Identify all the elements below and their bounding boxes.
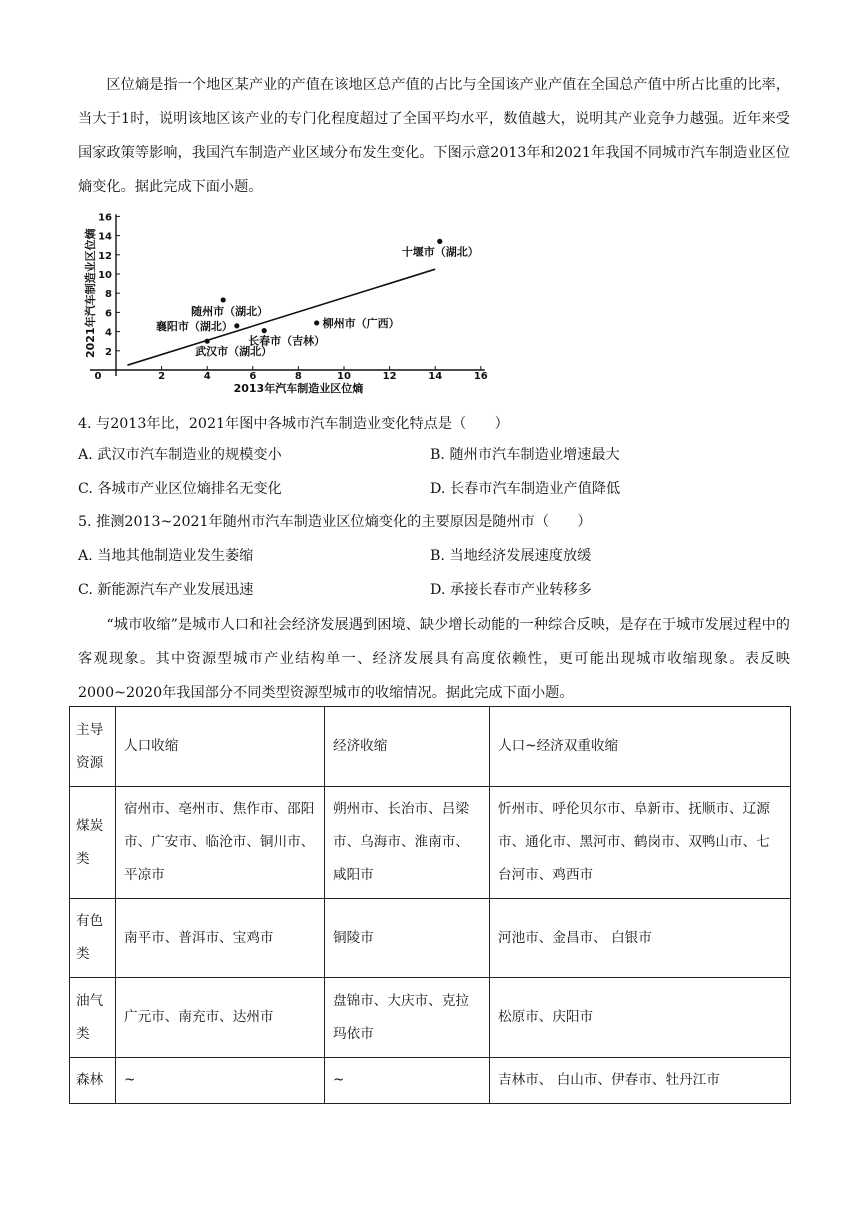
table-cell: 朔州市、长治市、吕梁市、乌海市、淮南市、咸阳市	[325, 787, 490, 899]
row-resource-cell: 森林	[70, 1058, 116, 1104]
point-label: 十堰市（湖北）	[401, 245, 479, 259]
x-tick-label: 4	[203, 371, 211, 382]
header-cell-population: 人口收缩	[116, 707, 325, 787]
chart-points	[156, 239, 479, 358]
shrinking-cities-table	[69, 706, 791, 1104]
table-row	[70, 899, 791, 978]
x-tick-label: 10	[337, 371, 351, 382]
x-tick-label: 6	[249, 371, 257, 382]
y-tick-label: 8	[105, 289, 112, 301]
table-cell: 广元市、南充市、达州市	[116, 978, 325, 1058]
scatter-point	[205, 339, 210, 344]
question-5-option-c[interactable]: C. 新能源汽车产业发展迅速	[78, 582, 254, 598]
header-cell-economy: 经济收缩	[325, 707, 490, 787]
scatter-point	[221, 297, 226, 302]
intro-paragraph-1: 区位熵是指一个地区某产业的产值在该地区总产值的占比与全国该产业产值在全国总产值中所占比重的比率，当大于1时，说明该地区该产业的专门化程度超过了全国平均水平，数值越大，说明其产业竞争力越强。近年来受国家政策等影响，我国汽车制造产业区域分布发生变化。下图示意2013年和2021年我国不同城市汽车制造业区位熵变化。据此完成下面小题。	[78, 77, 790, 195]
question-5-stem: 5. 推测2013~2021年随州市汽车制造业区位熵变化的主要原因是随州市（ ）	[78, 514, 592, 530]
row-resource-cell: 油气类	[70, 978, 116, 1058]
question-4-option-d[interactable]: D. 长春市汽车制造业产值降低	[430, 481, 621, 497]
point-label: 随州市（湖北）	[191, 304, 269, 318]
header-cell-dual: 人口~经济双重收缩	[490, 707, 791, 787]
table-header-row	[70, 707, 791, 787]
y-tick-label: 12	[98, 250, 112, 262]
table-row	[70, 978, 791, 1058]
point-label: 武汉市（湖北）	[195, 345, 273, 359]
intro-paragraph-2: “城市收缩”是城市人口和社会经济发展遇到困境、缺少增长动能的一种综合反映，是存在于城市发展过程中的客观现象。其中资源型城市产业结构单一、经济发展具有高度依赖性，更可能出现城市收缩现象。表反映2000~2020年我国部分不同类型资源型城市的收缩情况。据此完成下面小题。	[78, 617, 790, 701]
table-cell: ~	[116, 1058, 325, 1104]
table-cell: 河池市、金昌市、 白银市	[490, 899, 791, 978]
table-row	[70, 1058, 791, 1104]
question-5-option-d[interactable]: D. 承接长春市产业转移多	[430, 582, 592, 598]
point-label: 柳州市（广西）	[322, 316, 400, 330]
table-cell: 宿州市、亳州市、焦作市、邵阳市、广安市、临沧市、铜川市、平凉市	[116, 787, 325, 899]
table-cell: 铜陵市	[325, 899, 490, 978]
row-resource-cell: 煤炭类	[70, 787, 116, 899]
y-tick-label: 6	[105, 308, 112, 320]
location-quotient-scatter-chart	[82, 204, 488, 402]
scatter-point	[262, 328, 267, 333]
question-4-option-b[interactable]: B. 随州市汽车制造业增速最大	[430, 447, 620, 463]
scatter-point	[314, 320, 319, 325]
x-tick-label: 8	[294, 371, 302, 382]
scatter-point	[437, 239, 442, 244]
chart-axes	[90, 214, 485, 376]
y-tick-label: 4	[105, 327, 112, 339]
question-4-option-a[interactable]: A. 武汉市汽车制造业的规模变小	[78, 447, 282, 463]
x-axis-label: 2013年汽车制造业区位熵	[233, 382, 364, 395]
x-tick-label: 0	[94, 371, 102, 382]
question-5-option-b[interactable]: B. 当地经济发展速度放缓	[430, 548, 592, 564]
scatter-point	[234, 323, 239, 328]
table-cell: 南平市、普洱市、宝鸡市	[116, 899, 325, 978]
point-label: 襄阳市（湖北）	[155, 319, 233, 333]
table-cell: ~	[325, 1058, 490, 1104]
table-row	[70, 787, 791, 899]
x-tick-label: 12	[382, 371, 397, 382]
row-resource-cell: 有色类	[70, 899, 116, 978]
x-tick-label: 16	[473, 371, 488, 382]
x-tick-label: 14	[428, 371, 443, 382]
x-tick-label: 2	[158, 371, 166, 382]
y-tick-label: 16	[98, 212, 112, 224]
y-tick-label: 14	[98, 231, 112, 243]
table-cell: 盘锦市、大庆市、克拉玛依市	[325, 978, 490, 1058]
table-cell: 吉林市、 白山市、伊春市、牡丹江市	[490, 1058, 791, 1104]
header-cell-resource: 主导资源	[70, 707, 116, 787]
y-tick-label: 2	[105, 346, 112, 358]
y-tick-label: 10	[98, 270, 112, 281]
y-axis-label: 2021年汽车制造业区位熵	[84, 228, 97, 359]
question-5-option-a[interactable]: A. 当地其他制造业发生萎缩	[78, 548, 254, 564]
table-cell: 松原市、庆阳市	[490, 978, 791, 1058]
table-cell: 忻州市、呼伦贝尔市、阜新市、抚顺市、辽源市、通化市、黑河市、鹤岗市、双鸭山市、七台河市、鸡西市	[490, 787, 791, 899]
point-label: 长春市（吉林）	[248, 334, 326, 348]
question-4-option-c[interactable]: C. 各城市产业区位熵排名无变化	[78, 481, 282, 497]
question-4-stem: 4. 与2013年比，2021年图中各城市汽车制造业变化特点是（ ）	[78, 416, 509, 432]
